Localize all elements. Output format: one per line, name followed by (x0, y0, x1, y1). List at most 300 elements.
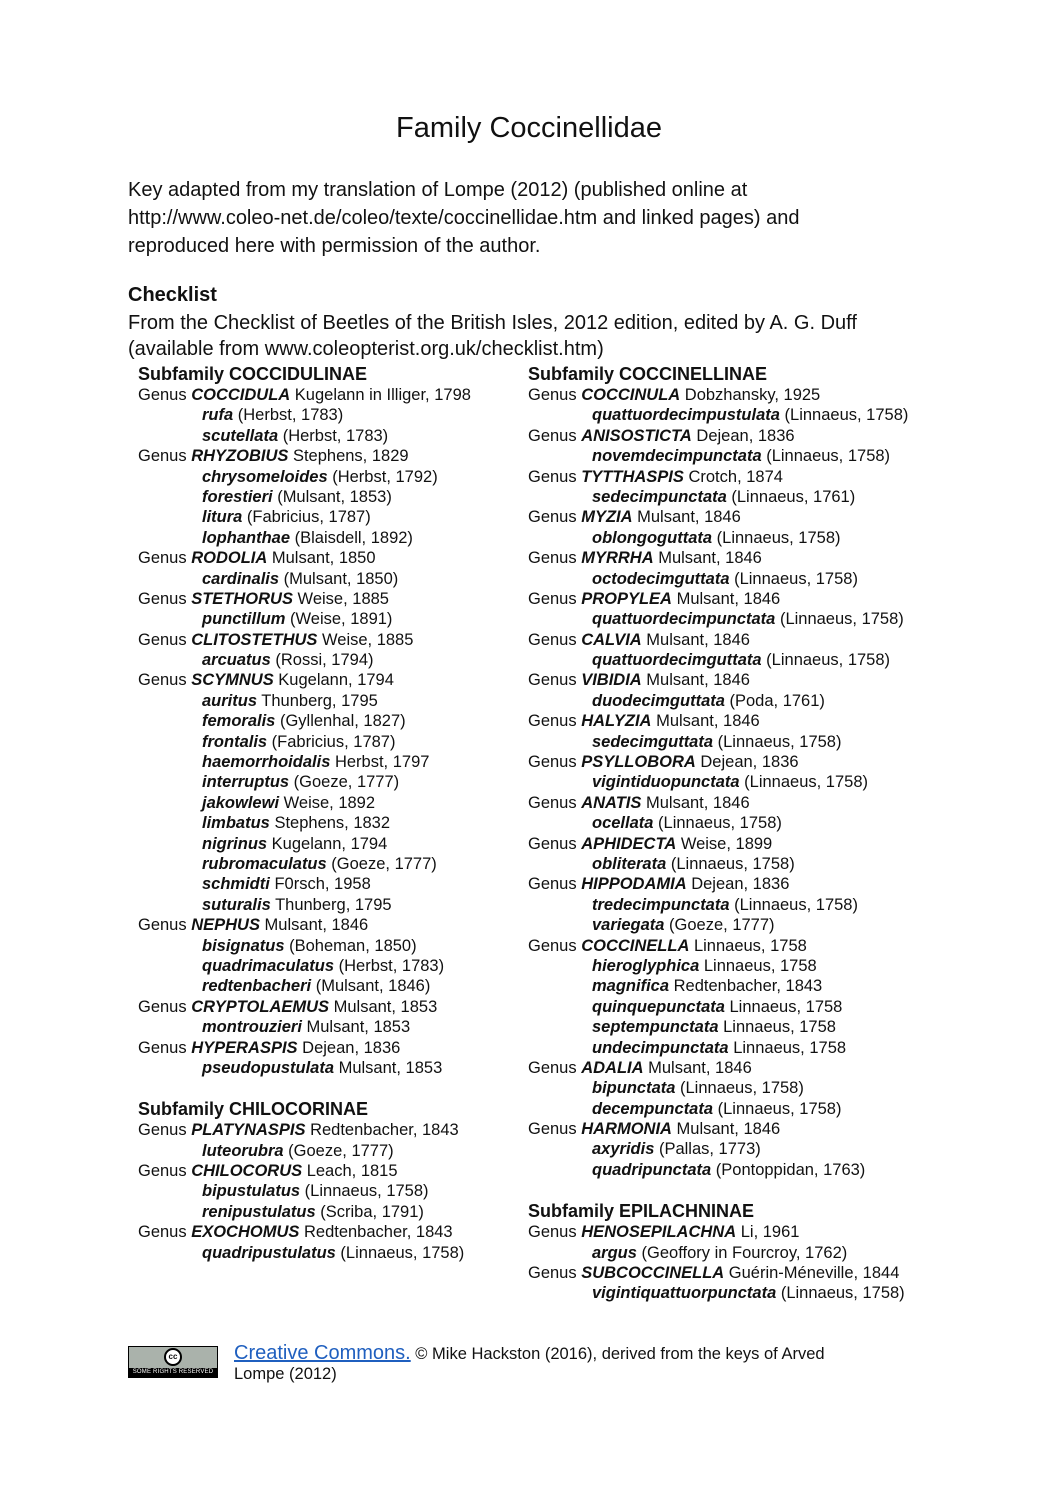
creative-commons-link[interactable]: Creative Commons. (234, 1342, 411, 1364)
creative-commons-badge-icon (128, 1346, 218, 1378)
genus-label: Genus (528, 508, 582, 527)
genus-label: Genus (528, 875, 582, 894)
species-name: oblongoguttata (592, 528, 713, 547)
species-name: femoralis (202, 712, 276, 731)
genus-row (138, 997, 518, 1017)
species-authority: Herbst, 1797 (330, 753, 430, 772)
cc-logo-icon: cc (164, 1348, 182, 1366)
species-name: montrouzieri (202, 1018, 302, 1037)
species-name: suturalis (202, 895, 271, 914)
species-authority: (Weise, 1891) (285, 610, 393, 629)
species-authority: (Linnaeus, 1758) (713, 732, 842, 751)
species-authority: Linnaeus, 1758 (699, 956, 817, 975)
genus-name: HENOSEPILACHNA (581, 1223, 737, 1242)
species-row (528, 976, 948, 996)
genus-name: MYZIA (581, 508, 633, 527)
genus-row (528, 834, 948, 854)
species-name: tredecimpunctata (592, 895, 730, 914)
genus-label: Genus (138, 916, 192, 935)
genus-row (528, 507, 948, 527)
genus-authority: Dobzhansky, 1925 (680, 386, 821, 404)
checklist-column-right (528, 363, 948, 1304)
species-name: obliterata (592, 854, 667, 873)
species-name: quadripustulatus (202, 1243, 336, 1262)
species-authority: Stephens, 1832 (269, 814, 391, 833)
genus-label: Genus (138, 589, 192, 608)
genus-authority: Mulsant, 1846 (641, 671, 750, 690)
page-title: Family Coccinellidae (396, 112, 662, 144)
genus-row (138, 1222, 518, 1242)
species-authority: (Pontoppidan, 1763) (711, 1160, 866, 1179)
species-name: pseudopustulata (202, 1058, 335, 1077)
genus-authority: Mulsant, 1846 (643, 1058, 752, 1077)
checklist-source (128, 310, 958, 362)
species-name: quinquepunctata (592, 997, 725, 1016)
species-name: auritus (202, 691, 258, 710)
species-row (138, 507, 518, 527)
species-row (528, 854, 948, 874)
species-authority: (Goeze, 1777) (326, 854, 437, 873)
species-row (138, 936, 518, 956)
intro-line: http://www.coleo-net.de/coleo/texte/coccinellidae.htm and linked pages) and (128, 207, 800, 229)
species-authority: (Linnaeus, 1758) (653, 814, 782, 833)
genus-authority: Mulsant, 1846 (671, 1120, 781, 1139)
checklist-column-left (138, 363, 518, 1263)
species-row (528, 1099, 948, 1119)
species-name: interruptus (202, 773, 290, 792)
species-name: decempunctata (592, 1099, 714, 1118)
genus-name: HALYZIA (581, 712, 652, 731)
species-name: quattuordecimguttata (592, 651, 762, 670)
species-row (528, 528, 948, 548)
genus-authority: Kugelann in Illiger, 1798 (290, 386, 471, 404)
genus-authority: Mulsant, 1846 (651, 712, 760, 731)
genus-row (528, 874, 948, 894)
species-row (528, 813, 948, 833)
genus-authority: Redtenbacher, 1843 (299, 1223, 453, 1242)
genus-row (138, 385, 518, 405)
cc-badge-text: SOME RIGHTS RESERVED (129, 1368, 217, 1377)
species-authority: (Herbst, 1792) (327, 467, 438, 486)
species-authority: (Linnaeus, 1758) (712, 528, 841, 547)
intro-line: reproduced here with permission of the author. (128, 235, 541, 257)
genus-row (528, 936, 948, 956)
species-row (138, 1017, 518, 1037)
genus-name: RODOLIA (191, 549, 268, 568)
species-row (138, 711, 518, 731)
species-row (528, 405, 948, 425)
genus-authority: Mulsant, 1853 (329, 997, 438, 1016)
copyright-text-line2: Lompe (2012) (234, 1365, 337, 1383)
genus-name: CLITOSTETHUS (191, 630, 318, 649)
source-line: From the Checklist of Beetles of the British Isles, 2012 edition, edited by A. G. Duff (128, 312, 857, 334)
genus-authority: Linnaeus, 1758 (689, 936, 807, 955)
species-authority: (Goeze, 1777) (664, 916, 775, 935)
species-row (138, 874, 518, 894)
species-row (138, 1243, 518, 1263)
genus-row (528, 385, 948, 405)
species-row (138, 467, 518, 487)
species-row (528, 1017, 948, 1037)
subfamily-heading: Subfamily EPILACHNINAE (528, 1201, 755, 1222)
genus-label: Genus (138, 1038, 192, 1057)
species-authority: Thunberg, 1795 (270, 895, 392, 914)
species-row (528, 997, 948, 1017)
genus-row (528, 1222, 948, 1242)
species-row (138, 609, 518, 629)
genus-label: Genus (138, 386, 192, 404)
species-authority: (Linnaeus, 1758) (775, 610, 904, 629)
species-row (528, 1078, 948, 1098)
species-name: septempunctata (592, 1018, 719, 1037)
genus-name: ADALIA (581, 1058, 644, 1077)
genus-row (528, 1263, 948, 1283)
species-authority: (Linnaeus, 1758) (739, 773, 869, 792)
genus-label: Genus (528, 793, 582, 812)
species-name: rufa (202, 406, 234, 425)
species-row (528, 772, 948, 792)
species-name: luteorubra (202, 1141, 284, 1160)
species-authority: (Linnaeus, 1761) (726, 487, 856, 506)
genus-label: Genus (528, 1120, 582, 1139)
species-row (138, 976, 518, 996)
genus-name: RHYZOBIUS (191, 447, 289, 466)
species-row (528, 1243, 948, 1263)
genus-name: STETHORUS (191, 589, 293, 608)
species-name: bipustulatus (202, 1182, 301, 1201)
species-authority: (Linnaeus, 1758) (729, 895, 858, 914)
genus-authority: Mulsant, 1846 (671, 589, 781, 608)
species-row (528, 1283, 948, 1303)
genus-authority: Weise, 1899 (676, 834, 773, 853)
genus-name: NEPHUS (191, 916, 260, 935)
species-authority: (Linnaeus, 1758) (675, 1079, 804, 1098)
species-row (138, 793, 518, 813)
species-name: scutellata (202, 426, 279, 445)
species-name: quattuordecimpustulata (592, 406, 780, 425)
genus-row (528, 793, 948, 813)
genus-label: Genus (528, 386, 582, 404)
species-name: bisignatus (202, 936, 285, 955)
species-name: octodecimguttata (592, 569, 730, 588)
species-row (138, 732, 518, 752)
species-name: duodecimguttata (592, 691, 725, 710)
species-row (528, 732, 948, 752)
species-authority: (Blaisdell, 1892) (290, 528, 413, 547)
species-name: redtenbacheri (202, 977, 312, 996)
genus-name: PROPYLEA (581, 589, 672, 608)
species-name: quadrimaculatus (202, 956, 335, 975)
genus-authority: Stephens, 1829 (288, 447, 409, 466)
genus-row (138, 548, 518, 568)
genus-name: CALVIA (581, 630, 642, 649)
species-name: quadripunctata (592, 1160, 712, 1179)
species-row (138, 956, 518, 976)
species-name: haemorrhoidalis (202, 753, 331, 772)
genus-row (138, 446, 518, 466)
genus-label: Genus (528, 1264, 582, 1283)
species-authority: (Herbst, 1783) (233, 406, 344, 425)
genus-label: Genus (528, 589, 582, 608)
genus-row (528, 1058, 948, 1078)
species-name: chrysomeloides (202, 467, 328, 486)
species-name: arcuatus (202, 651, 271, 670)
genus-row (528, 752, 948, 772)
species-name: nigrinus (202, 834, 268, 853)
genus-name: ANISOSTICTA (581, 426, 692, 445)
species-row (528, 1038, 948, 1058)
species-authority: Kugelann, 1794 (267, 834, 388, 853)
genus-name: EXOCHOMUS (191, 1223, 300, 1242)
genus-authority: Crotch, 1874 (683, 467, 783, 486)
species-authority: F0rsch, 1958 (269, 875, 371, 894)
genus-name: HYPERASPIS (191, 1038, 298, 1057)
genus-name: VIBIDIA (581, 671, 642, 690)
species-name: forestieri (202, 487, 273, 506)
species-row (138, 752, 518, 772)
species-name: variegata (592, 916, 665, 935)
species-authority: (Fabricius, 1787) (267, 732, 396, 751)
species-row (528, 895, 948, 915)
species-name: argus (592, 1243, 637, 1262)
species-name: frontalis (202, 732, 268, 751)
species-name: jakowlewi (202, 793, 280, 812)
genus-label: Genus (528, 936, 582, 955)
genus-authority: Dejean, 1836 (686, 875, 790, 894)
genus-name: ANATIS (581, 793, 642, 812)
genus-authority: Guérin-Méneville, 1844 (724, 1264, 900, 1283)
species-authority: (Linnaeus, 1758) (335, 1243, 465, 1262)
genus-label: Genus (528, 630, 582, 649)
genus-label: Genus (138, 671, 192, 690)
species-row (528, 569, 948, 589)
species-authority: (Fabricius, 1787) (242, 508, 371, 527)
species-authority: (Scriba, 1791) (315, 1202, 424, 1221)
genus-row (138, 589, 518, 609)
genus-name: MYRRHA (581, 549, 654, 568)
species-row (528, 650, 948, 670)
species-name: rubromaculatus (202, 854, 327, 873)
species-row (138, 487, 518, 507)
genus-authority: Dejean, 1836 (695, 753, 799, 772)
genus-label: Genus (528, 671, 582, 690)
genus-row (138, 1120, 518, 1140)
genus-name: COCCIDULA (191, 386, 291, 404)
genus-authority: Weise, 1885 (292, 589, 389, 608)
genus-authority: Weise, 1885 (317, 630, 414, 649)
genus-name: TYTTHASPIS (581, 467, 684, 486)
species-authority: (Rossi, 1794) (270, 651, 374, 670)
genus-row (528, 548, 948, 568)
species-authority: (Boheman, 1850) (284, 936, 417, 955)
genus-name: HARMONIA (581, 1120, 672, 1139)
species-authority: (Pallas, 1773) (654, 1140, 761, 1159)
genus-label: Genus (138, 1162, 192, 1181)
species-row (138, 426, 518, 446)
genus-label: Genus (138, 1121, 192, 1140)
species-name: magnifica (592, 977, 670, 996)
genus-row (138, 630, 518, 650)
genus-name: PLATYNASPIS (191, 1121, 306, 1140)
genus-authority: Redtenbacher, 1843 (305, 1121, 459, 1140)
genus-authority: Li, 1961 (736, 1223, 800, 1242)
genus-authority: Dejean, 1836 (691, 426, 795, 445)
species-authority: Redtenbacher, 1843 (669, 977, 823, 996)
genus-row (528, 426, 948, 446)
species-authority: (Poda, 1761) (724, 691, 825, 710)
genus-label: Genus (528, 1223, 582, 1242)
species-row (528, 446, 948, 466)
genus-row (528, 589, 948, 609)
genus-label: Genus (528, 834, 582, 853)
species-authority: (Mulsant, 1853) (272, 487, 392, 506)
genus-label: Genus (528, 467, 582, 486)
species-name: renipustulatus (202, 1202, 316, 1221)
species-name: sedecimpunctata (592, 487, 727, 506)
genus-label: Genus (138, 997, 192, 1016)
genus-row (138, 1161, 518, 1181)
species-name: limbatus (202, 814, 270, 833)
genus-label: Genus (528, 549, 582, 568)
license-footer (128, 1343, 958, 1391)
species-name: quattuordecimpunctata (592, 610, 776, 629)
species-row (528, 487, 948, 507)
species-row (528, 1139, 948, 1159)
species-authority: Weise, 1892 (279, 793, 376, 812)
species-row (138, 895, 518, 915)
species-row (528, 609, 948, 629)
genus-name: COCCINULA (581, 386, 681, 404)
genus-label: Genus (138, 447, 192, 466)
species-authority: Linnaeus, 1758 (724, 997, 843, 1016)
species-name: schmidti (202, 875, 270, 894)
species-row (138, 813, 518, 833)
genus-authority: Mulsant, 1846 (632, 508, 741, 527)
species-name: axyridis (592, 1140, 655, 1159)
source-line: (available from www.coleopterist.org.uk/checklist.htm) (128, 338, 604, 360)
species-authority: (Geoffory in Fourcroy, 1762) (636, 1243, 848, 1262)
species-name: lophanthae (202, 528, 291, 547)
copyright-text: © Mike Hackston (2016), derived from the keys of Arved (410, 1345, 825, 1363)
species-row (138, 528, 518, 548)
species-row (138, 1202, 518, 1222)
species-authority: (Goeze, 1777) (289, 773, 400, 792)
genus-name: HIPPODAMIA (581, 875, 687, 894)
species-row (528, 1160, 948, 1180)
species-row (138, 1141, 518, 1161)
genus-name: PSYLLOBORA (581, 753, 696, 772)
genus-authority: Mulsant, 1846 (641, 630, 750, 649)
genus-authority: Dejean, 1836 (297, 1038, 401, 1057)
genus-authority: Mulsant, 1846 (259, 916, 369, 935)
species-authority: (Linnaeus, 1758) (776, 1284, 905, 1303)
subfamily-heading: Subfamily COCCINELLINAE (528, 364, 768, 384)
species-name: undecimpunctata (592, 1038, 729, 1057)
checklist-heading: Checklist (128, 284, 217, 306)
intro-paragraph (128, 176, 948, 260)
genus-name: CHILOCORUS (191, 1162, 303, 1181)
genus-row (528, 711, 948, 731)
genus-label: Genus (528, 1058, 582, 1077)
species-row (138, 691, 518, 711)
species-authority: (Linnaeus, 1758) (300, 1182, 429, 1201)
genus-name: CRYPTOLAEMUS (191, 997, 330, 1016)
genus-label: Genus (528, 426, 582, 445)
genus-authority: Mulsant, 1850 (267, 549, 376, 568)
genus-row (528, 630, 948, 650)
genus-label: Genus (528, 753, 582, 772)
species-authority: (Herbst, 1783) (334, 956, 445, 975)
species-name: cardinalis (202, 569, 280, 588)
species-name: novemdecimpunctata (592, 447, 762, 466)
genus-name: SUBCOCCINELLA (581, 1264, 725, 1283)
species-row (138, 772, 518, 792)
genus-label: Genus (138, 1223, 192, 1242)
genus-name: APHIDECTA (581, 834, 677, 853)
genus-row (528, 1119, 948, 1139)
genus-label: Genus (528, 712, 582, 731)
genus-name: SCYMNUS (191, 671, 274, 690)
genus-label: Genus (138, 630, 192, 649)
species-row (528, 956, 948, 976)
species-name: vigintiquattuorpunctata (592, 1284, 777, 1303)
species-authority: Linnaeus, 1758 (728, 1038, 847, 1057)
genus-row (528, 670, 948, 690)
genus-authority: Kugelann, 1794 (273, 671, 394, 690)
species-row (528, 915, 948, 935)
species-name: litura (202, 508, 243, 527)
genus-row (138, 670, 518, 690)
species-authority: Mulsant, 1853 (334, 1058, 443, 1077)
species-authority: (Mulsant, 1850) (279, 569, 399, 588)
species-name: ocellata (592, 814, 654, 833)
species-row (138, 650, 518, 670)
species-row (528, 691, 948, 711)
genus-row (138, 915, 518, 935)
species-row (138, 1058, 518, 1078)
species-authority: Linnaeus, 1758 (718, 1018, 836, 1037)
species-authority: (Linnaeus, 1758) (666, 854, 795, 873)
genus-row (528, 467, 948, 487)
species-row (138, 569, 518, 589)
species-authority: Mulsant, 1853 (301, 1018, 411, 1037)
subfamily-heading: Subfamily COCCIDULINAE (138, 364, 368, 384)
species-authority: (Linnaeus, 1758) (779, 406, 909, 425)
intro-line: Key adapted from my translation of Lompe (2012) (published online at (128, 179, 748, 201)
species-name: hieroglyphica (592, 956, 700, 975)
genus-row (138, 1038, 518, 1058)
genus-authority: Mulsant, 1846 (641, 793, 750, 812)
license-text (234, 1343, 934, 1384)
species-authority: (Linnaeus, 1758) (761, 651, 891, 670)
genus-name: COCCINELLA (581, 936, 690, 955)
species-row (138, 1181, 518, 1201)
genus-authority: Mulsant, 1846 (653, 549, 762, 568)
species-authority: (Goeze, 1777) (283, 1141, 394, 1160)
subfamily-heading: Subfamily CHILOCORINAE (138, 1099, 369, 1120)
species-authority: (Gyllenhal, 1827) (275, 712, 406, 731)
species-authority: (Linnaeus, 1758) (761, 447, 891, 466)
genus-label: Genus (138, 549, 192, 568)
species-authority: (Linnaeus, 1758) (713, 1099, 842, 1118)
species-row (138, 854, 518, 874)
genus-authority: Leach, 1815 (302, 1162, 398, 1181)
species-authority: (Mulsant, 1846) (311, 977, 431, 996)
species-authority: (Linnaeus, 1758) (729, 569, 858, 588)
species-name: punctillum (202, 610, 286, 629)
species-row (138, 834, 518, 854)
species-authority: Thunberg, 1795 (257, 691, 378, 710)
